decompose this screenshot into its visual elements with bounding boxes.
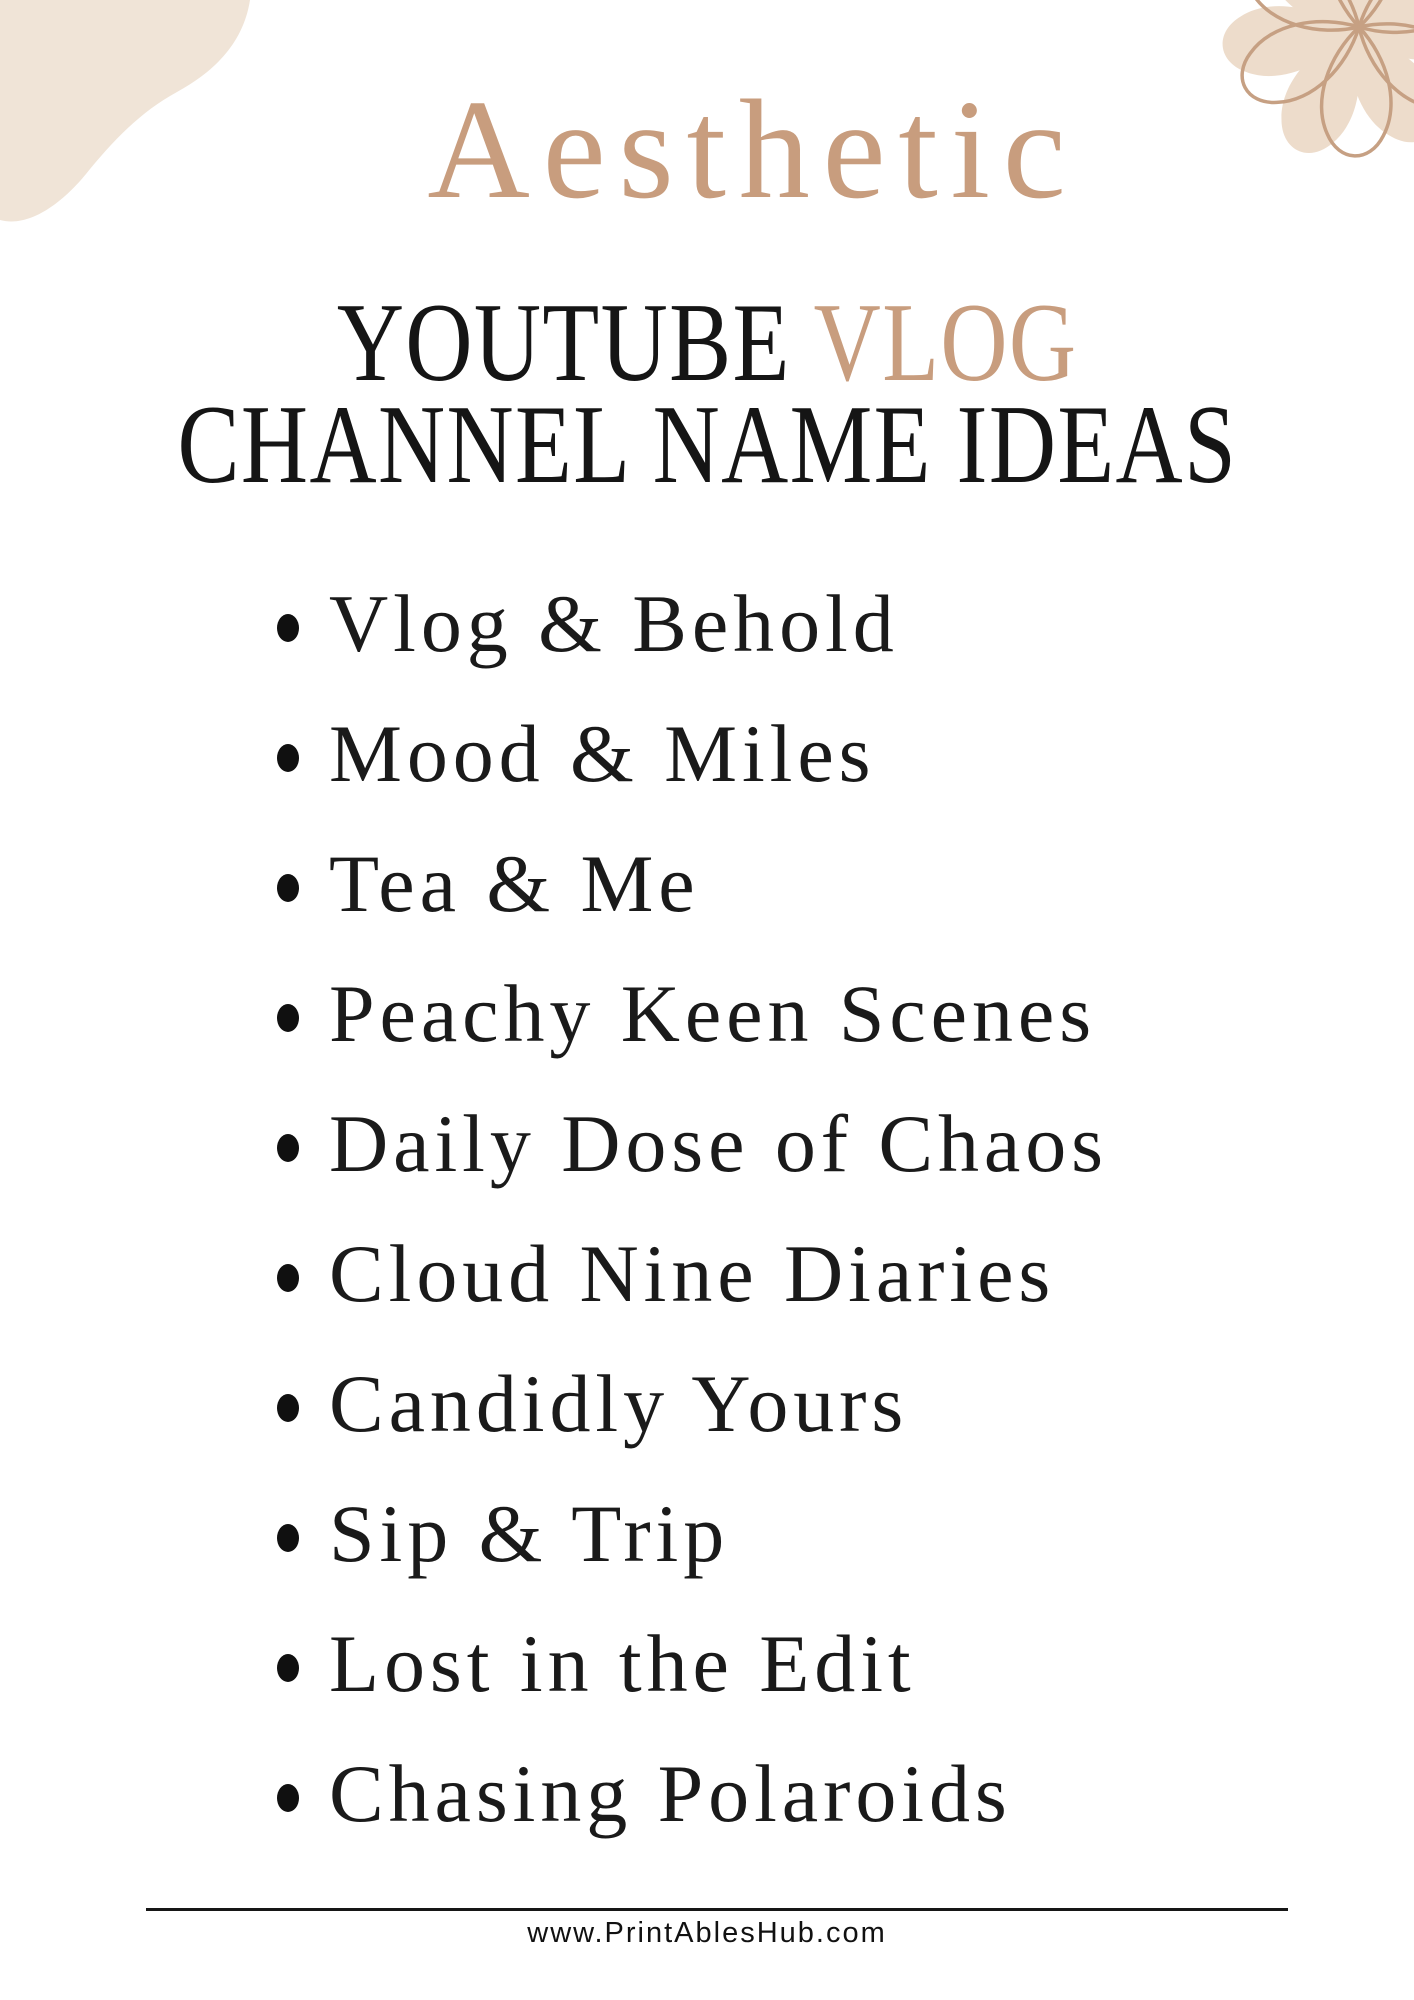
list-item-label: Candidly Yours [329, 1358, 909, 1449]
bullet-icon [277, 874, 299, 902]
bullet-icon [277, 1394, 299, 1422]
list-item-label: Sip & Trip [329, 1488, 730, 1579]
list-item-label: Tea & Me [329, 838, 700, 929]
bullet-icon [277, 1524, 299, 1552]
list-item [277, 823, 1108, 953]
list-item-label: Vlog & Behold [329, 578, 899, 669]
list-item-label: Daily Dose of Chaos [329, 1098, 1108, 1189]
list-item-label: Mood & Miles [329, 708, 876, 799]
heading-line2-text: CHANNEL NAME IDEAS [177, 383, 1237, 507]
list-item [277, 1733, 1108, 1863]
main-heading-line2 [0, 383, 1414, 507]
list-item-label: Cloud Nine Diaries [329, 1228, 1056, 1319]
brand-title: Aesthetic [427, 70, 1079, 228]
list-item-label: Lost in the Edit [329, 1618, 916, 1709]
list-item [277, 1603, 1108, 1733]
list-item [277, 1343, 1108, 1473]
bullet-icon [277, 1264, 299, 1292]
list-item [277, 1213, 1108, 1343]
heading-word-youtube: YOUTUBE [336, 281, 791, 405]
footer-url: www.PrintAblesHub.com [527, 1917, 887, 1949]
list-item [277, 953, 1108, 1083]
bullet-icon [277, 1134, 299, 1162]
footer-divider [146, 1908, 1288, 1911]
list-item [277, 1473, 1108, 1603]
list-item [277, 1083, 1108, 1213]
list-item-label: Chasing Polaroids [329, 1748, 1012, 1839]
channel-name-list [277, 563, 1108, 1863]
bullet-icon [277, 1784, 299, 1812]
list-item [277, 563, 1108, 693]
list-item [277, 693, 1108, 823]
heading-word-vlog: VLOG [813, 281, 1078, 405]
bullet-icon [277, 744, 299, 772]
bullet-icon [277, 1004, 299, 1032]
list-item-label: Peachy Keen Scenes [329, 968, 1097, 1059]
bullet-icon [277, 1654, 299, 1682]
bullet-icon [277, 614, 299, 642]
